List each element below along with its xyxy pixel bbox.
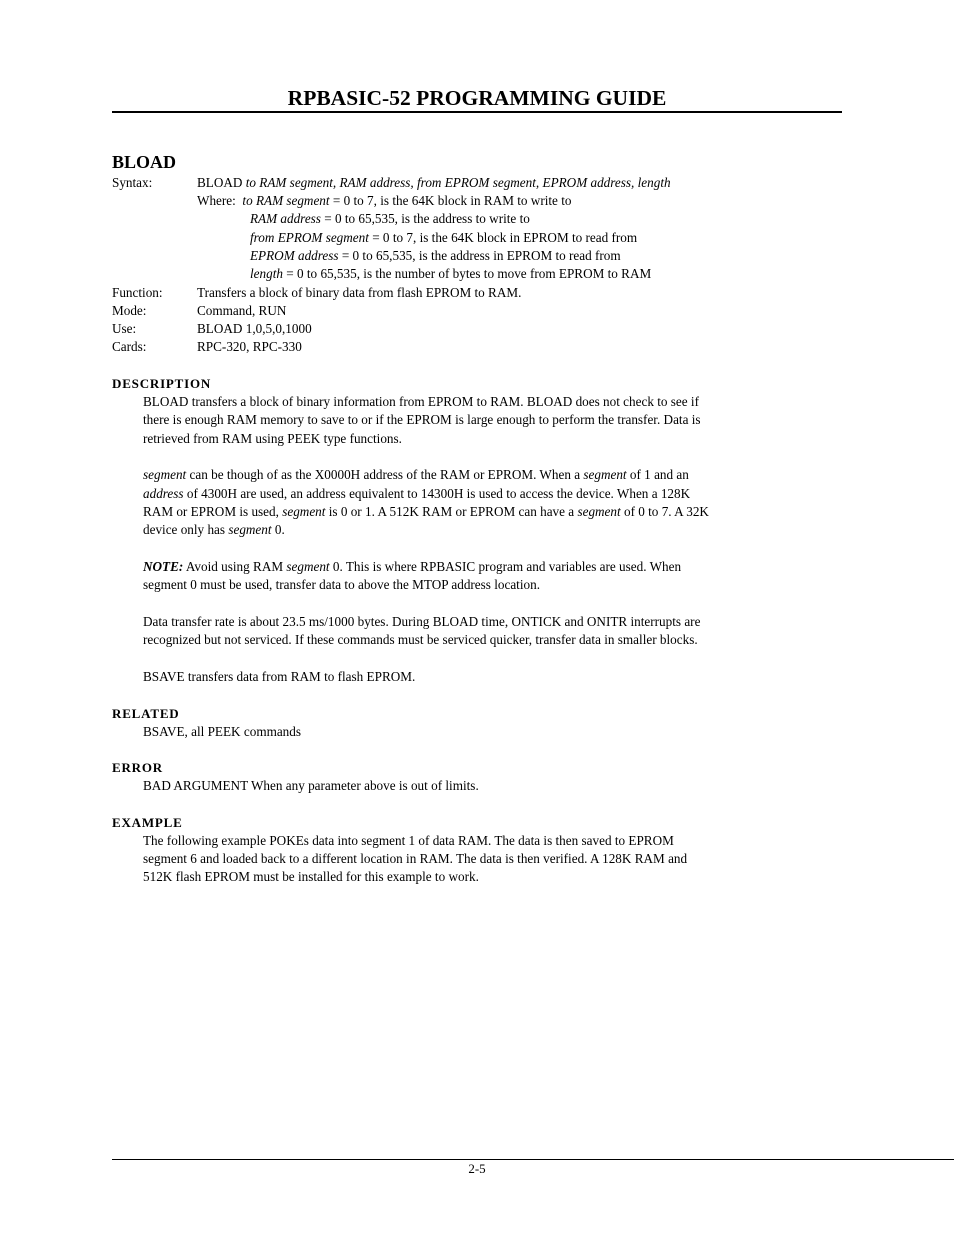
syntax-label: Syntax:: [112, 175, 153, 190]
param-desc: = 0 to 7, is the 64K block in RAM to write to: [329, 193, 572, 208]
text-run: device only has: [143, 522, 229, 537]
example-line: The following example POKEs data into segment 1 of data RAM. The data is then saved to EPROM: [143, 833, 674, 848]
text-run: of 1 and an: [626, 467, 689, 482]
text-run: 0.: [271, 522, 285, 537]
use-label: Use:: [112, 321, 137, 336]
term-segment: segment: [583, 467, 627, 482]
description-line: [143, 485, 690, 503]
description-line: [143, 466, 689, 484]
title-divider: [112, 111, 842, 113]
param-desc: = 0 to 65,535, is the address to write to: [320, 211, 530, 226]
use-value: BLOAD 1,0,5,0,1000: [197, 321, 312, 336]
text-run: 0. This is where RPBASIC program and variables are used. When: [329, 559, 682, 574]
function-label: Function:: [112, 285, 163, 300]
text-run: RAM or EPROM is used,: [143, 504, 283, 519]
mode-label: Mode:: [112, 303, 147, 318]
syntax-arguments: to RAM segment, RAM address, from EPROM segment, EPROM address, length: [245, 175, 671, 190]
cards-label: Cards:: [112, 339, 147, 354]
text-run: of 4300H are used, an address equivalent to 14300H is used to access the device. When a 128K: [183, 486, 691, 501]
param-line: [250, 247, 621, 265]
param-name: EPROM address: [250, 248, 339, 263]
description-line: BLOAD transfers a block of binary information from EPROM to RAM. BLOAD does not check to see if: [143, 394, 699, 409]
term-address: address: [143, 486, 184, 501]
mode-value: Command, RUN: [197, 303, 287, 318]
note-line: segment 0 must be used, transfer data to above the MTOP address location.: [143, 577, 540, 592]
text-run: of 0 to 7. A 32K: [620, 504, 709, 519]
syntax-command: BLOAD: [197, 175, 243, 190]
cards-value: RPC-320, RPC-330: [197, 339, 302, 354]
related-heading: RELATED: [112, 706, 180, 721]
example-line: segment 6 and loaded back to a different location in RAM. The data is then verified. A 128K RAM and: [143, 851, 688, 866]
syntax-value: [197, 174, 671, 192]
note-line: [143, 558, 681, 576]
description-line: BSAVE transfers data from RAM to flash EPROM.: [143, 669, 416, 684]
command-name: BLOAD: [112, 152, 177, 172]
error-heading: ERROR: [112, 760, 163, 775]
param-name: from EPROM segment: [250, 230, 369, 245]
term-segment: segment: [228, 522, 272, 537]
example-heading: EXAMPLE: [112, 815, 183, 830]
description-line: recognized but not serviced. If these commands must be serviced quicker, transfer data in smaller blocks.: [143, 632, 698, 647]
text-run: Avoid using RAM: [183, 559, 287, 574]
param-line: [250, 210, 530, 228]
param-name: to RAM segment: [242, 193, 330, 208]
description-line: [143, 521, 285, 539]
text-run: is 0 or 1. A 512K RAM or EPROM can have a: [325, 504, 578, 519]
description-heading: DESCRIPTION: [112, 376, 212, 391]
param-desc: = 0 to 65,535, is the number of bytes to move from EPROM to RAM: [282, 266, 652, 281]
term-segment: segment: [282, 504, 326, 519]
related-text: BSAVE, all PEEK commands: [143, 724, 302, 739]
text-run: can be though of as the X0000H address of the RAM or EPROM. When a: [186, 467, 584, 482]
error-text: BAD ARGUMENT When any parameter above is out of limits.: [143, 778, 479, 793]
param-line: [250, 229, 637, 247]
where-line: [197, 192, 571, 210]
description-line: Data transfer rate is about 23.5 ms/1000 bytes. During BLOAD time, ONTICK and ONITR interrupts are: [143, 614, 701, 629]
term-segment: segment: [143, 467, 187, 482]
page-number: 2-5: [468, 1161, 486, 1176]
example-line: 512K flash EPROM must be installed for this example to work.: [143, 869, 479, 884]
description-line: there is enough RAM memory to save to or if the EPROM is large enough to perform the transfer. Data is: [143, 412, 701, 427]
note-label: NOTE:: [143, 559, 184, 574]
description-line: [143, 503, 709, 521]
function-value: Transfers a block of binary data from flash EPROM to RAM.: [197, 285, 522, 300]
param-desc: = 0 to 7, is the 64K block in EPROM to read from: [368, 230, 638, 245]
param-name: length: [250, 266, 283, 281]
param-desc: = 0 to 65,535, is the address in EPROM to read from: [338, 248, 621, 263]
page-title: RPBASIC-52 PROGRAMMING GUIDE: [287, 86, 667, 110]
param-line: [250, 265, 651, 283]
term-segment: segment: [286, 559, 330, 574]
param-name: RAM address: [250, 211, 321, 226]
where-label: Where:: [197, 193, 236, 208]
term-segment: segment: [577, 504, 621, 519]
description-line: retrieved from RAM using PEEK type functions.: [143, 431, 402, 446]
